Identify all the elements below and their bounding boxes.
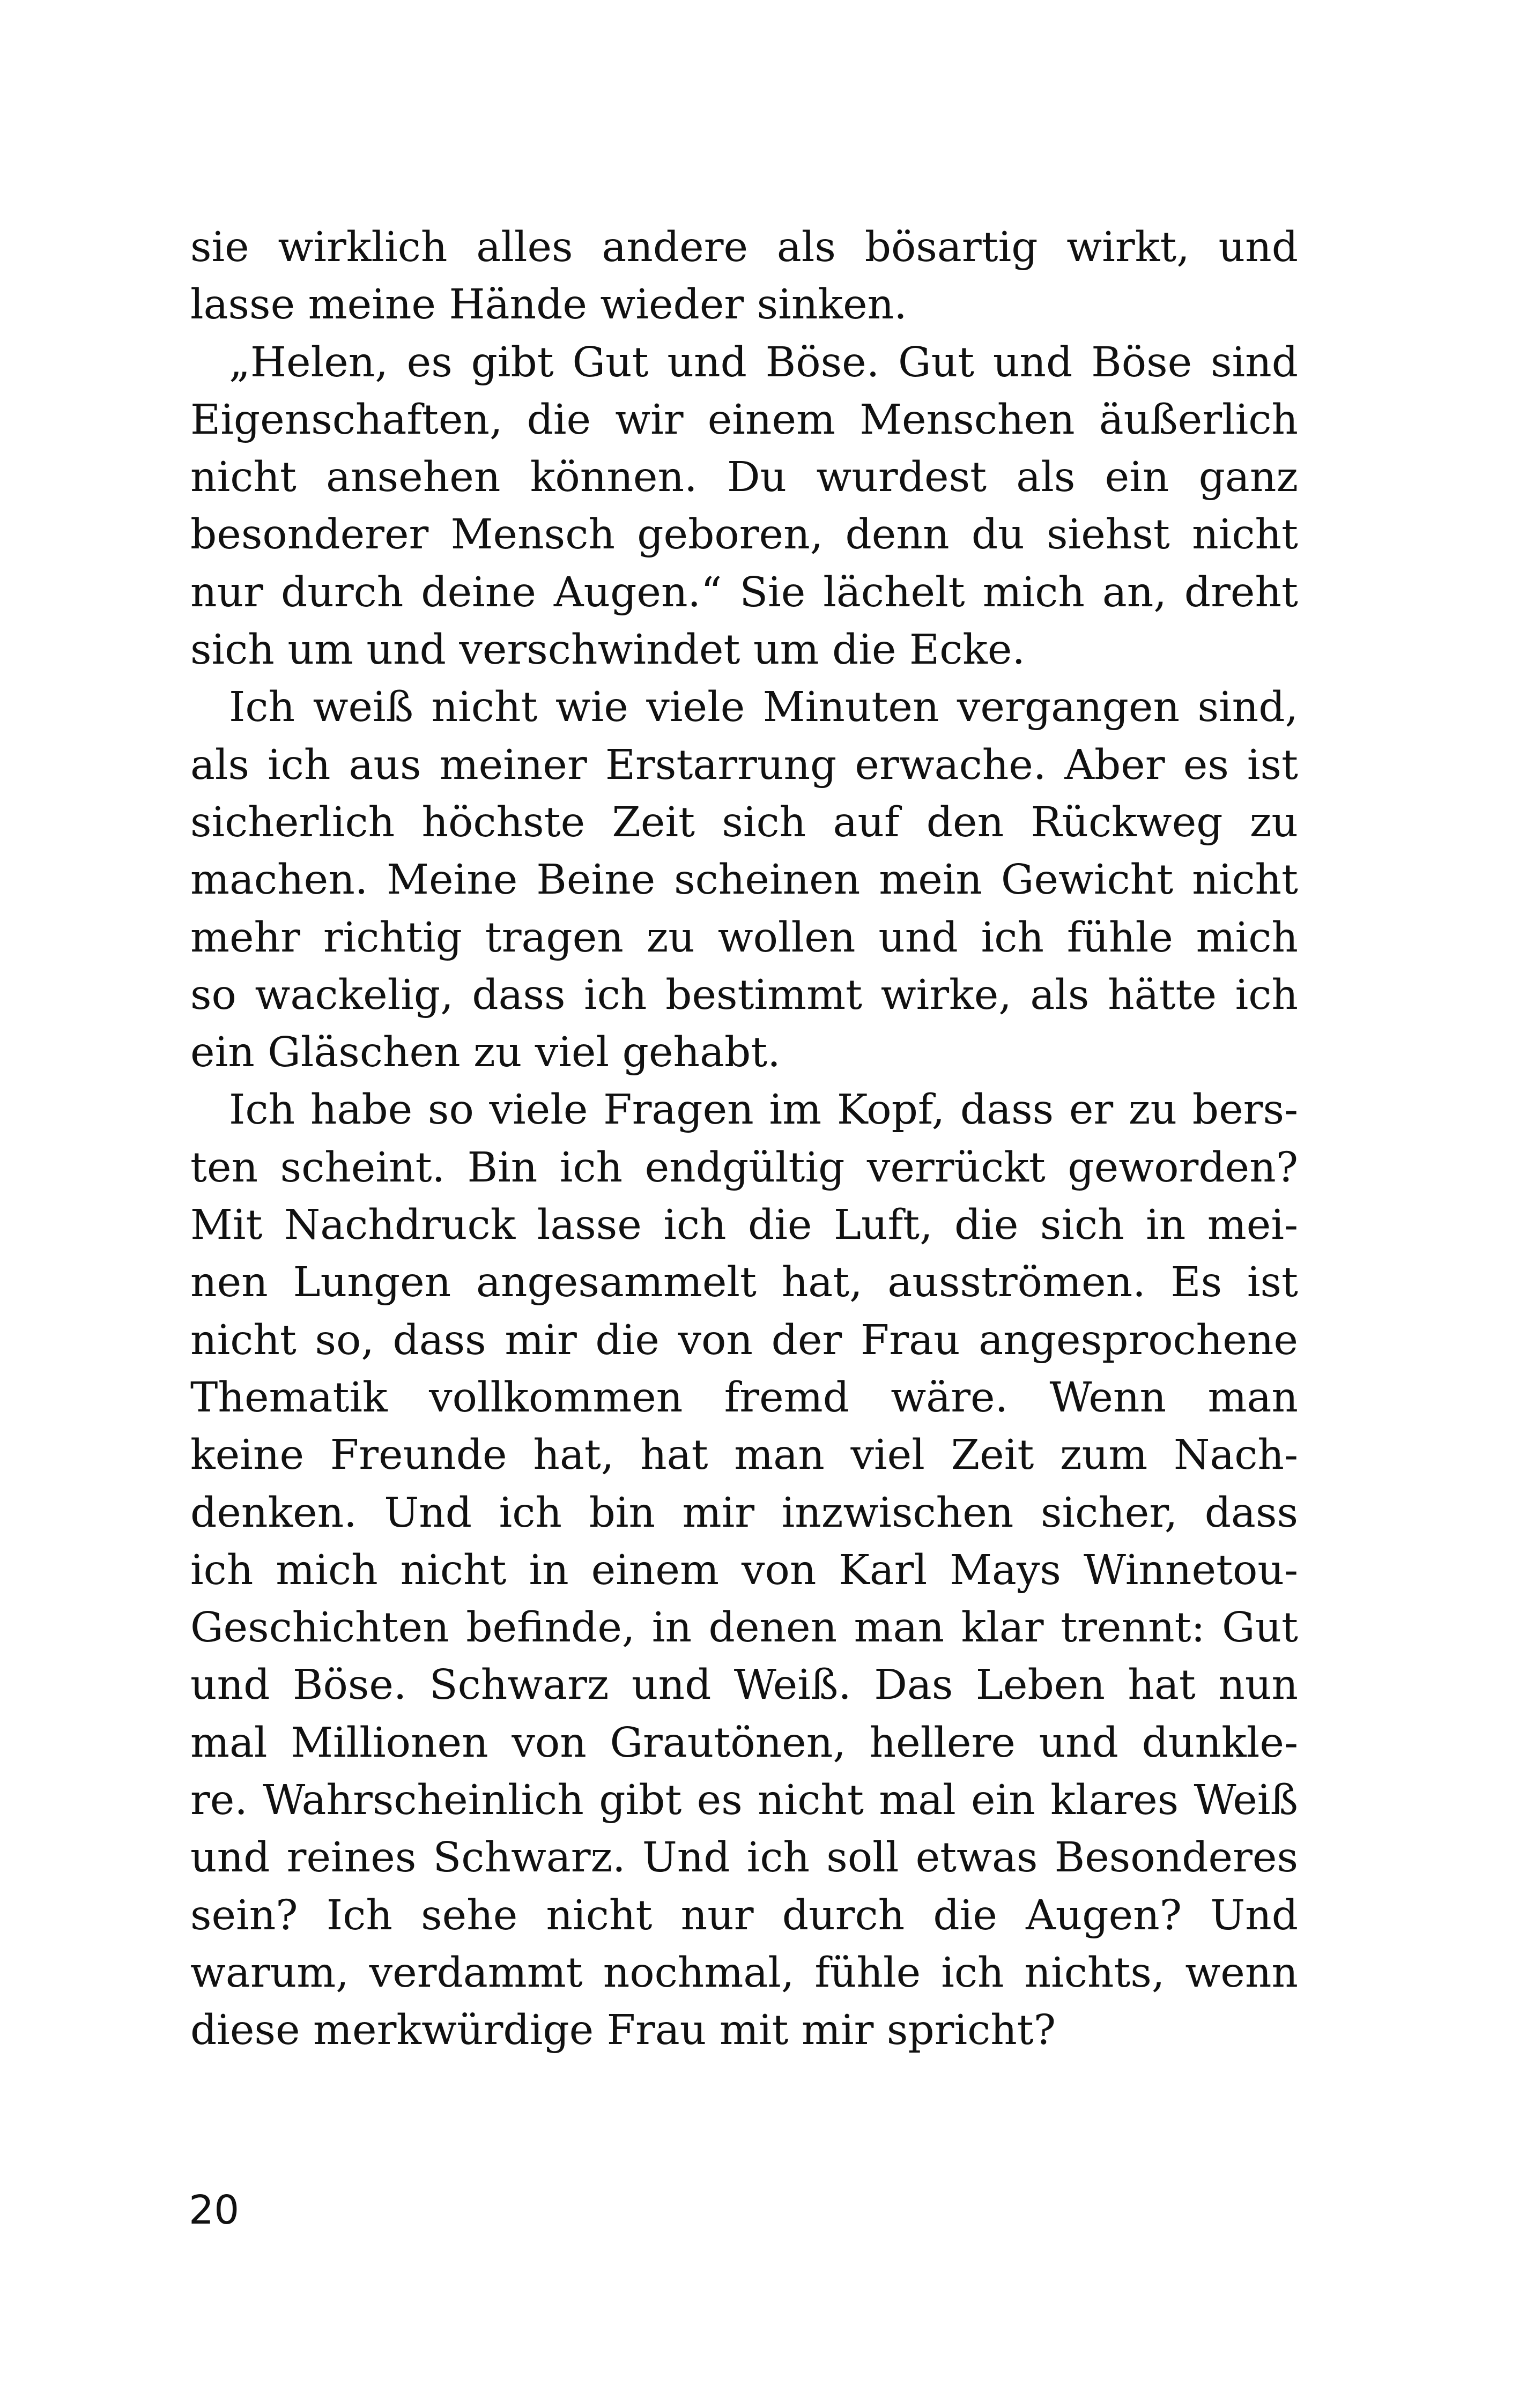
text-line: Ich weiß nicht wie viele Minuten vergangen sind, bbox=[229, 683, 1298, 732]
text-line: ich mich nicht in einem von Karl Mays Winnetou- bbox=[190, 1546, 1298, 1594]
text-line: nicht ansehen können. Du wurdest als ein ganz bbox=[190, 454, 1298, 502]
text-line: keine Freunde hat, hat man viel Zeit zum Nach- bbox=[190, 1431, 1298, 1480]
text-line: und reines Schwarz. Und ich soll etwas Besonderes bbox=[190, 1834, 1298, 1882]
text-line: re. Wahrscheinlich gibt es nicht mal ein klares Weiß bbox=[190, 1777, 1298, 1825]
text-line: nen Lungen angesammelt hat, ausströmen. Es ist bbox=[190, 1259, 1298, 1307]
text-line: sich um und verschwindet um die Ecke. bbox=[190, 626, 1025, 674]
text-line: so wackelig, dass ich bestimmt wirke, als hätte ich bbox=[190, 971, 1298, 1019]
text-line: machen. Meine Beine scheinen mein Gewicht nicht bbox=[190, 856, 1298, 904]
text-line: und Böse. Schwarz und Weiß. Das Leben hat nun bbox=[190, 1661, 1298, 1710]
text-line: mehr richtig tragen zu wollen und ich fühle mich bbox=[190, 913, 1298, 962]
text-line: Mit Nachdruck lasse ich die Luft, die sich in mei- bbox=[190, 1201, 1298, 1250]
text-line: warum, verdammt nochmal, fühle ich nichts, wenn bbox=[190, 1949, 1298, 1997]
text-line: nur durch deine Augen.“ Sie lächelt mich an, dreht bbox=[190, 568, 1298, 616]
text-line: diese merkwürdige Frau mit mir spricht? bbox=[190, 2006, 1056, 2055]
text-line: sie wirklich alles andere als bösartig wirkt, und bbox=[190, 224, 1298, 271]
text-line: „Helen, es gibt Gut und Böse. Gut und Böse sind bbox=[229, 338, 1298, 387]
text-line: Geschichten befinde, in denen man klar trennt: Gut bbox=[190, 1604, 1298, 1652]
page-number: 20 bbox=[189, 2187, 240, 2233]
text-line: besonderer Mensch geboren, denn du siehst nicht bbox=[190, 511, 1298, 559]
text-line: ten scheint. Bin ich endgültig verrückt geworden? bbox=[190, 1143, 1298, 1192]
text-line: sein? Ich sehe nicht nur durch die Augen? Und bbox=[190, 1891, 1298, 1939]
text-line: mal Millionen von Grautönen, hellere und dunkle- bbox=[190, 1719, 1298, 1767]
text-line: denken. Und ich bin mir inzwischen sicher, dass bbox=[190, 1489, 1298, 1537]
text-line: nicht so, dass mir die von der Frau angesprochene bbox=[190, 1316, 1298, 1364]
text-line: lasse meine Hände wieder sinken. bbox=[190, 281, 907, 329]
text-line: Eigenschaften, die wir einem Menschen äußerlich bbox=[190, 396, 1298, 444]
text-line: als ich aus meiner Erstarrung erwache. Aber es ist bbox=[190, 741, 1298, 789]
body-text bbox=[190, 219, 1298, 2060]
text-line: sicherlich höchste Zeit sich auf den Rückweg zu bbox=[190, 798, 1298, 846]
text-line: Ich habe so viele Fragen im Kopf, dass er zu bers- bbox=[229, 1086, 1298, 1134]
text-line: ein Gläschen zu viel gehabt. bbox=[190, 1029, 781, 1077]
text-line: Thematik vollkommen fremd wäre. Wenn man bbox=[190, 1373, 1298, 1422]
